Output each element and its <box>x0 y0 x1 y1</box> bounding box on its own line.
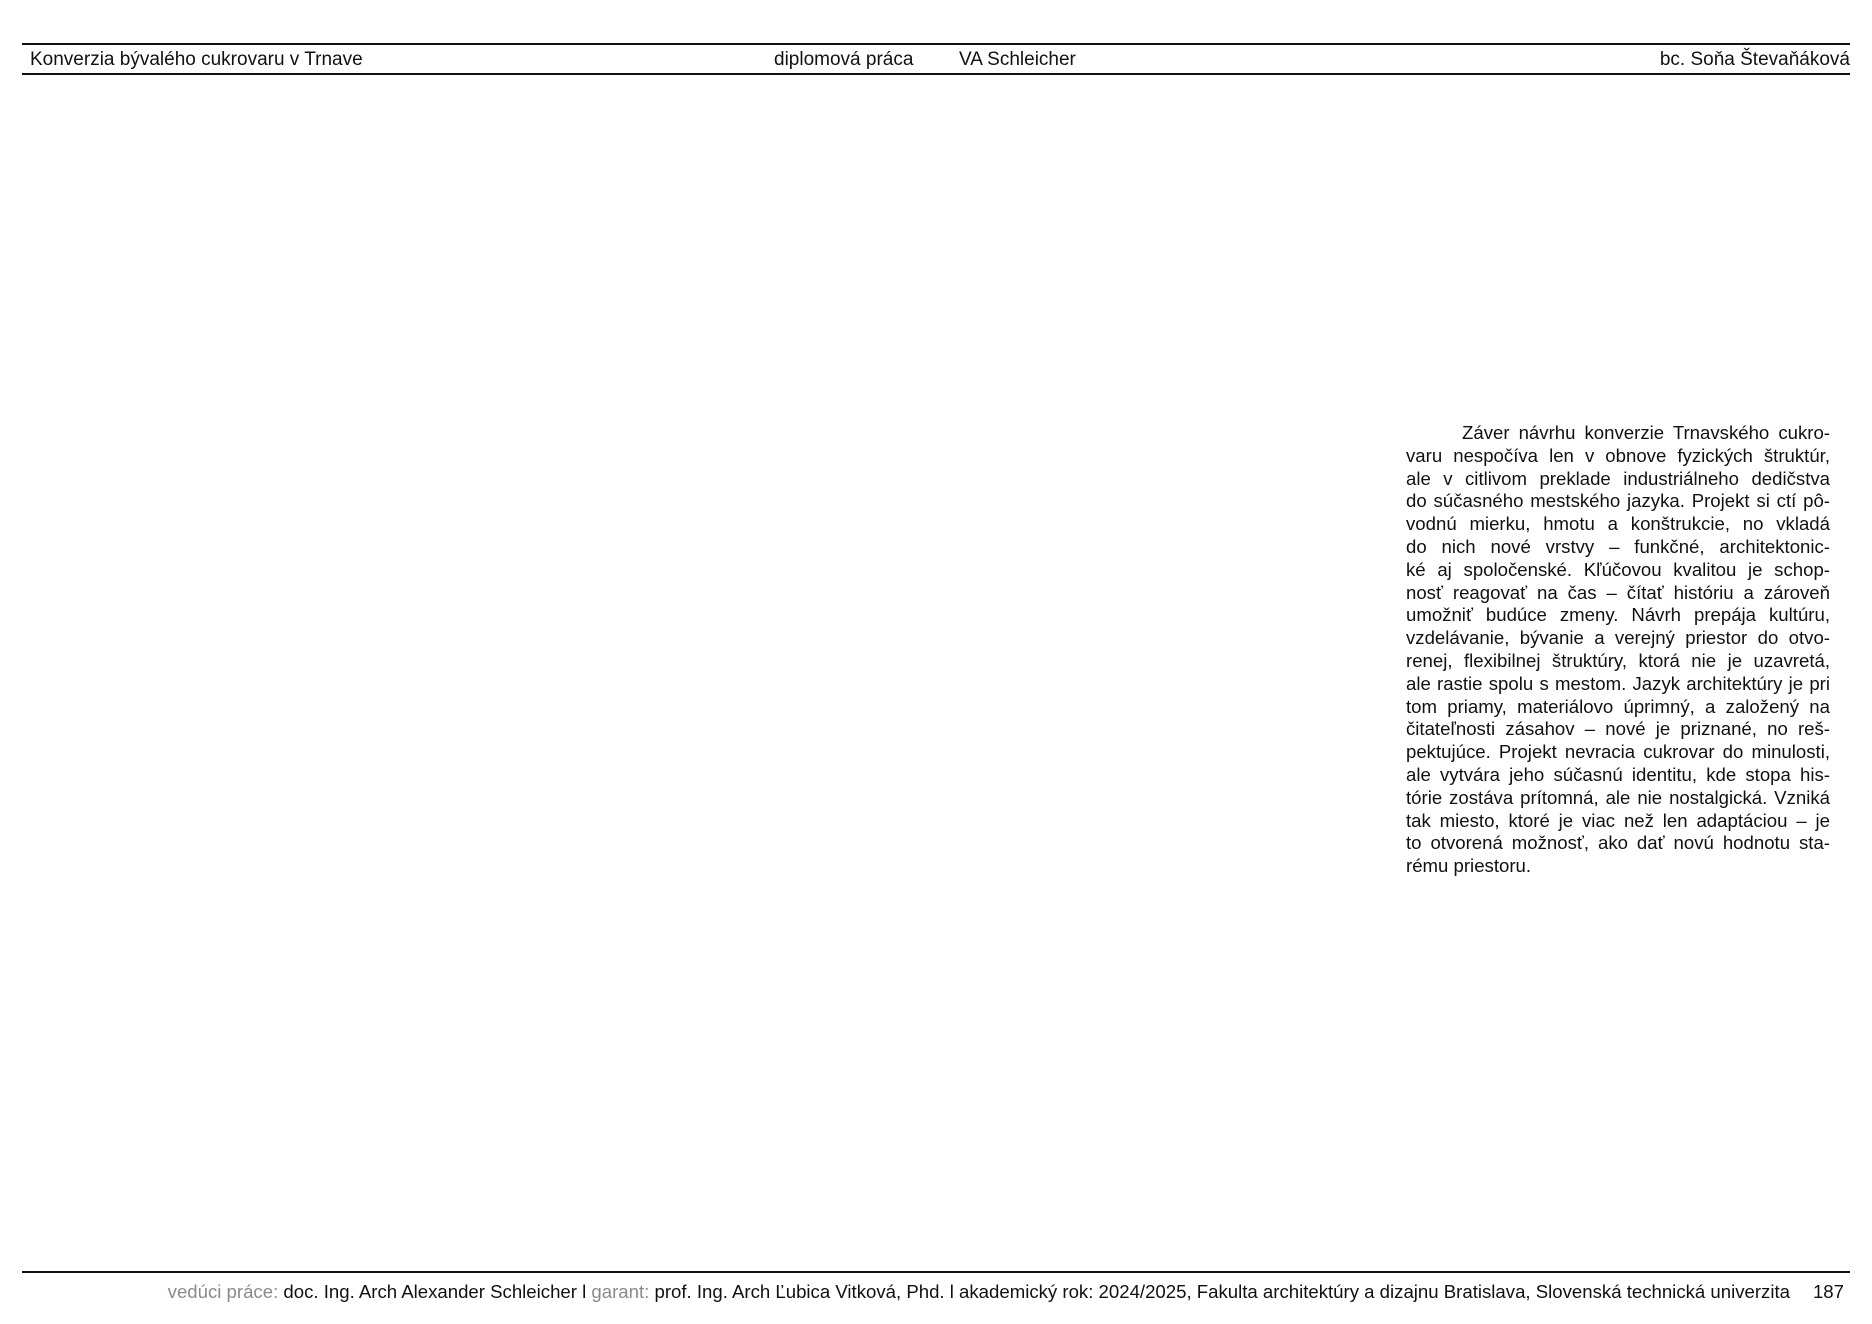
paragraph-line: rému priestoru. <box>1406 855 1532 877</box>
footer-supervisor-label: vedúci práce: <box>167 1281 284 1302</box>
paragraph-line: do súčasného mestského jazyka. Projekt si ctí pô- <box>1406 490 1830 512</box>
paragraph-line: tak miesto, ktoré je viac než len adaptáciou – je <box>1406 809 1830 831</box>
paragraph-line: renej, flexibilnej štruktúry, ktorá nie je uzavretá, <box>1406 649 1830 671</box>
footer-guarantor-details: prof. Ing. Arch Ľubica Vitková, Phd. l akademický rok: 2024/2025, Fakulta architektúry a dizajnu Bratislava, Slovenská technická univerzita <box>654 1281 1790 1302</box>
paragraph-line: čitateľnosti zásahov – nové je priznané, no reš- <box>1406 718 1830 740</box>
paragraph-line: vzdelávanie, bývanie a verejný priestor do otvo- <box>1406 627 1830 649</box>
paragraph-line: tom priamy, materiálovo úprimný, a založený na <box>1406 695 1830 717</box>
paragraph-line: varu nespočíva len v obnove fyzických štruktúr, <box>1406 444 1830 466</box>
header-supervisor: VA Schleicher <box>959 49 1076 70</box>
paragraph-line: tórie zostáva prítomná, ale nie nostalgická. Vzniká <box>1406 786 1830 808</box>
header-author: bc. Soňa Števaňáková <box>1659 49 1850 70</box>
paragraph-line: ale vytvára jeho súčasnú identitu, kde stopa his- <box>1406 763 1830 785</box>
page-number: 187 <box>1812 1281 1844 1302</box>
paragraph-line: Záver návrhu konverzie Trnavského cukro- <box>1462 422 1830 443</box>
paragraph-line: nosť reagovať na čas – čítať históriu a zároveň <box>1406 581 1830 603</box>
page-header <box>22 43 1850 75</box>
paragraph-line: ale rastie spolu s mestom. Jazyk architektúry je pri <box>1406 672 1830 694</box>
paragraph-line: do nich nové vrstvy – funkčné, architektonic- <box>1406 535 1830 557</box>
footer-credits <box>168 1281 1790 1303</box>
footer-separator: l <box>576 1281 592 1302</box>
footer-guarantor-label: garant: <box>591 1281 655 1302</box>
footer-supervisor-name: doc. Ing. Arch Alexander Schleicher <box>283 1281 577 1302</box>
header-thesis-type: diplomová práca <box>774 49 914 70</box>
paragraph-line: vodnú mierku, hmotu a konštrukcie, no vkladá <box>1406 513 1830 535</box>
paragraph-line: ké aj spoločenské. Kľúčovou kvalitou je schop- <box>1406 558 1830 580</box>
conclusion-paragraph <box>1406 422 1830 878</box>
header-thesis-title: Konverzia bývalého cukrovaru v Trnave <box>30 49 363 70</box>
page-footer <box>22 1271 1850 1307</box>
paragraph-line: umožniť budúce zmeny. Návrh prepája kultúru, <box>1406 604 1830 626</box>
paragraph-line: to otvorená možnosť, ako dať novú hodnotu sta- <box>1406 832 1830 854</box>
paragraph-line: pektujúce. Projekt nevracia cukrovar do minulosti, <box>1406 741 1830 763</box>
paragraph-line: ale v citlivom preklade industriálneho dedičstva <box>1406 467 1830 489</box>
